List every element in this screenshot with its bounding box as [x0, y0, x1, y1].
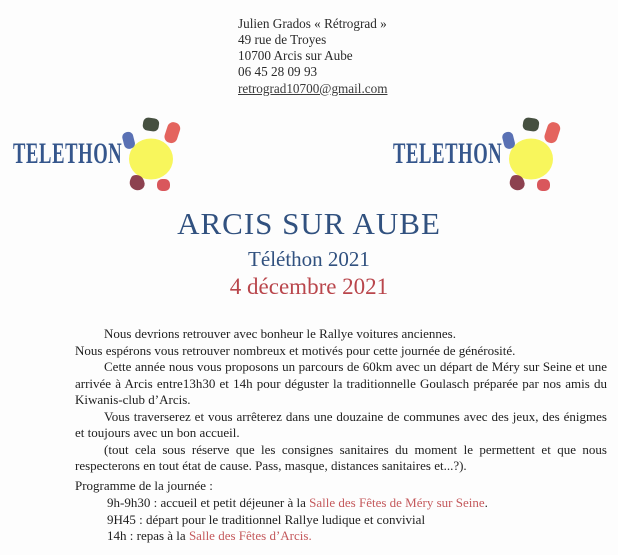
sender-city: 10700 Arcis sur Aube	[238, 47, 353, 63]
telethon-logo-right	[393, 116, 567, 192]
program-section	[75, 478, 607, 545]
letter-body	[75, 326, 607, 475]
sender-email-link[interactable]: retrograd10700@gmail.com	[238, 80, 388, 96]
paragraph-esperons: Nous espérons vous retrouver nombreux et motivés pour cette journée de générosité.	[75, 342, 516, 358]
sender-phone: 06 45 28 09 93	[238, 63, 318, 79]
event-date: 4 décembre 2021	[229, 274, 389, 299]
telethon-logo-text: TELETHON	[13, 137, 123, 170]
sender-contact-block	[238, 16, 387, 97]
paragraph-communes: Vous traverserez et vous arrêterez dans une douzaine de communes avec des jeux, des énigmes et toujours avec un bon accueil.	[75, 408, 607, 440]
paragraph-rallye: Nous devrions retrouver avec bonheur le Rallye voitures anciennes.	[104, 326, 456, 341]
paragraph-parcours: Cette année nous vous proposons un parcours de 60km avec un départ de Méry sur Seine et une arrivée à Arcis entre13h30 et 14h pour déguster la traditionnelle Goulasch préparée par nos amis du Kiwanis-club d’Arcis.	[75, 359, 607, 407]
program-item-text: 9H45 : départ pour le traditionnel Rallye ludique et convivial	[107, 511, 426, 527]
sender-name: Julien Grados « Rétrograd »	[238, 16, 387, 31]
program-heading: Programme de la journée :	[75, 478, 213, 493]
program-item-text: 14h : repas à la	[107, 528, 189, 544]
telethon-logo-left	[13, 116, 187, 192]
event-subtitle: Téléthon 2021	[248, 247, 370, 271]
program-item-venue: Salle des Fêtes d’Arcis.	[188, 528, 312, 544]
program-item-venue: Salle des Fêtes de Méry sur Seine	[309, 494, 485, 510]
document-title-block	[0, 206, 618, 300]
program-item-text: .	[484, 494, 488, 510]
paragraph-sanitaires: (tout cela sous réserve que les consignes sanitaires du moment le permettent et que nous respecterons en tout état de cause. Pass, masque, distances sanitaires et...?).	[75, 441, 607, 473]
telethon-sun-icon	[119, 116, 187, 192]
program-item-text: 9h-9h30 : accueil et petit déjeuner à la	[107, 494, 310, 510]
telethon-logo-text: TELETHON	[393, 137, 503, 170]
page-title: ARCIS SUR AUBE	[177, 206, 441, 241]
program-item-9h45	[75, 512, 607, 529]
program-item-14h	[75, 528, 607, 545]
sender-street: 49 rue de Troyes	[238, 31, 327, 47]
telethon-sun-icon	[499, 116, 567, 192]
program-item-9h	[75, 495, 607, 512]
